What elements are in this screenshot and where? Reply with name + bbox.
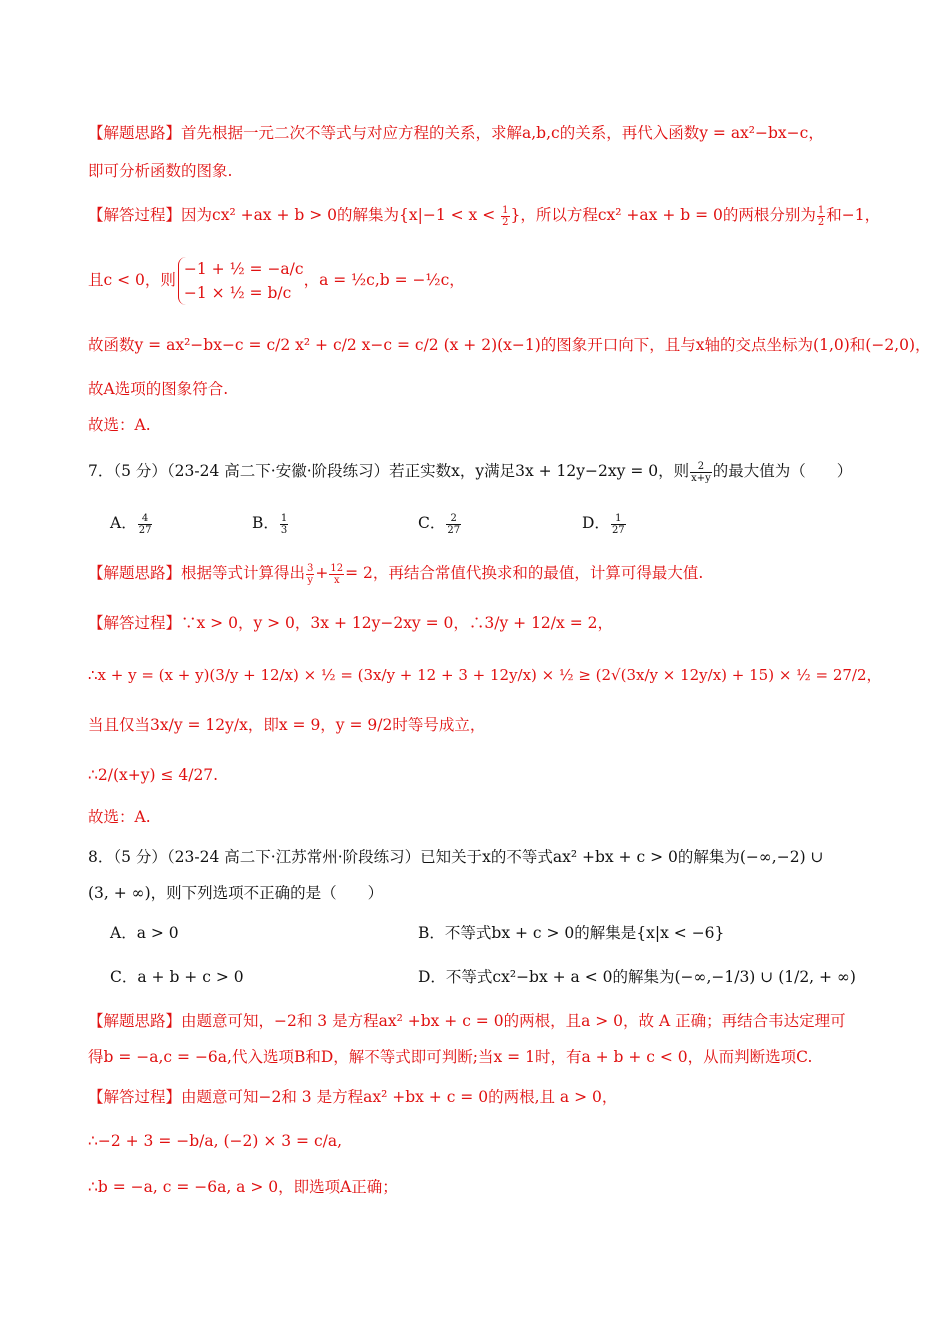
q7-option-a[interactable]: A． $\frac{4}{27}$ (110, 512, 152, 536)
q7-proc-line3: 当且仅当3x/y = 12y/x，即x = 9，y = 9/2时等号成立， (88, 716, 486, 734)
q7-proc-line2: ∴x + y = (x + y)(3/y + 12/x) × ½ = (3x/y + 12 + 3 + 12y/x) × ½ ≥ (2√(3x/y × 12y/x) + 15) × ½ = 27/2， (88, 666, 882, 684)
q8-proc-line3: ∴b = −a, c = −6a, a > 0，即选项A正确； (88, 1178, 398, 1196)
equation-system: −1 + ½ = −a/c −1 × ½ = b/c (178, 257, 304, 305)
q8-stem-line1: 8．（5 分）（23-24 高二下·江苏常州·阶段练习）已知关于x的不等式ax² +bx + c > 0的解集为(−∞,−2) ∪ (88, 848, 824, 866)
p6-proc-line2: 且c < 0，则 −1 + ½ = −a/c −1 × ½ = b/c ，a = ½c,b = −½c， (88, 256, 880, 308)
q8-proc-line1: 【解答过程】由题意可知−2和 3 是方程ax² +bx + c = 0的两根,且 a > 0， (88, 1088, 618, 1106)
p6-proc-line3: 故函数y = ax²−bx−c = c/2 x² + c/2 x−c = c/2 (x + 2)(x−1)的图象开口向下，且与x轴的交点坐标为(1,0)和(−2,0)， (88, 336, 931, 354)
p6-proc-line1: 【解答过程】因为cx² +ax + b > 0的解集为{x|−1 < x < $\frac{1}{2}$ }，所以方程cx² +ax + b = 0的两根分别为 $\frac{1}{2}$ 和−1， (88, 204, 881, 228)
q8-option-b[interactable]: B．不等式bx + c > 0的解集是{x|x < −6} (418, 924, 725, 942)
q8-idea-line1: 【解题思路】由题意可知，−2和 3 是方程ax² +bx + c = 0的两根，且a > 0，故 A 正确；再结合韦达定理可 (88, 1012, 846, 1030)
q7-option-b[interactable]: B． $\frac{1}{3}$ (252, 512, 288, 536)
q7-proc-line4: ∴2/(x+y) ≤ 4/27. (88, 766, 219, 784)
q8-proc-line2: ∴−2 + 3 = −b/a, (−2) × 3 = c/a, (88, 1132, 343, 1150)
q8-option-d[interactable]: D．不等式cx²−bx + a < 0的解集为(−∞,−1/3) ∪ (1/2, + ∞) (418, 968, 856, 986)
q8-stem-line2: (3, + ∞)，则下列选项不正确的是（ ） (88, 884, 384, 902)
q8-option-c[interactable]: C．a + b + c > 0 (110, 968, 244, 986)
q7-answer: 故选：A. (88, 808, 151, 826)
q8-option-a[interactable]: A．a > 0 (110, 924, 179, 942)
p6-idea-line2: 即可分析函数的图象. (88, 162, 233, 180)
q7-stem: 7．（5 分）（23-24 高二下·安徽·阶段练习）若正实数x，y满足3x + 12y−2xy = 0，则 $\frac{2}{x+y}$ 的最大值为（ ） (88, 460, 853, 484)
q7-option-c[interactable]: C． $\frac{2}{27}$ (418, 512, 461, 536)
q7-idea: 【解题思路】根据等式计算得出 $\frac{3}{y}$ + $\frac{12}{x}$ = 2，再结合常值代换求和的最值，计算可得最大值. (88, 562, 704, 586)
q7-proc-line1: 【解答过程】∵x > 0，y > 0，3x + 12y−2xy = 0，∴3/y + 12/x = 2， (88, 614, 613, 632)
p6-idea-line1: 【解题思路】首先根据一元二次不等式与对应方程的关系，求解a,b,c的关系，再代入函数y = ax²−bx−c， (88, 124, 824, 142)
p6-answer: 故选：A. (88, 416, 151, 434)
q7-option-d[interactable]: D． $\frac{1}{27}$ (582, 512, 625, 536)
p6-proc-line4: 故A选项的图象符合. (88, 380, 229, 398)
q8-idea-line2: 得b = −a,c = −6a,代入选项B和D，解不等式即可判断;当x = 1时，有a + b + c < 0，从而判断选项C. (88, 1048, 813, 1066)
idea-tag: 【解题思路】 (88, 124, 182, 142)
